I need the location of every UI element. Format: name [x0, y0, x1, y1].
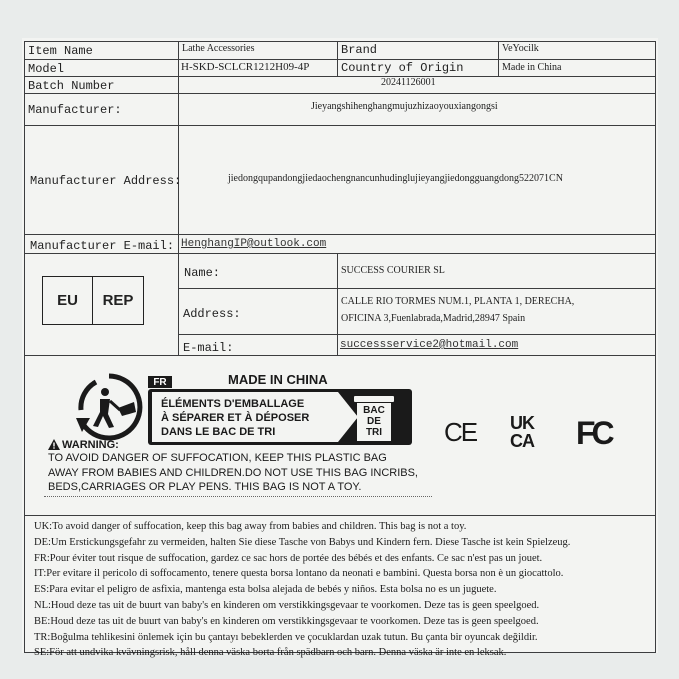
- mfr-address-value: jiedongqupandongjiedaochengnancunhudinglujieyangjiedongguangdong522071CN: [228, 173, 563, 184]
- country-value: Made in China: [502, 62, 562, 73]
- rep-name-value: SUCCESS COURIER SL: [341, 265, 445, 276]
- multilingual-warnings: [34, 519, 570, 661]
- rep-address-line1: CALLE RIO TORMES NUM.1, PLANTA 1, DERECHA,: [341, 296, 575, 307]
- warning-divider: [44, 496, 432, 497]
- batch-value: 20241126001: [381, 77, 436, 88]
- batch-label: Batch Number: [28, 79, 115, 93]
- fr-line-2: À SÉPARER ET À DÉPOSER: [161, 412, 310, 424]
- brand-value: VeYocilk: [502, 43, 539, 54]
- model-value: H-SKD-SCLCR1212H09-4P: [181, 61, 310, 73]
- warning-it: IT:Per evitare il pericolo di soffocamento, tenere questa borsa lontano da neonati e bambini. Questa borsa non è un giocattolo.: [34, 568, 564, 580]
- mfr-email-link[interactable]: HenghangIP@outlook.com: [181, 238, 327, 250]
- mfr-email-label: Manufacturer E-mail:: [30, 239, 175, 253]
- brand-label: Brand: [341, 43, 378, 57]
- mfr-address-label: Manufacturer Address:: [30, 174, 182, 188]
- fr-badge: FR: [148, 376, 172, 388]
- warning-uk: UK:To avoid danger of suffocation, keep this bag away from babies and children. This bag is not a toy.: [34, 521, 467, 532]
- ce-mark: CE: [444, 417, 477, 447]
- warning-se: SE:För att undvika kvävningsrisk, håll denna väska borta från spädbarn och barn. Denna väska är inte en leksak.: [34, 647, 507, 659]
- warning-es: ES:Para evitar el peligro de asfixia, mantenga esta bolsa alejada de bebés y niños. Esta bolsa no es un juguete.: [34, 584, 497, 596]
- rep-email-label: E-mail:: [183, 341, 234, 355]
- manufacturer-label: Manufacturer:: [28, 103, 122, 117]
- eu-rep-box-eu: [42, 276, 93, 325]
- ukca-mark-line-2: CA: [510, 431, 534, 451]
- eu-text: EU: [57, 292, 78, 309]
- fcc-mark: FC: [576, 415, 611, 451]
- model-label: Model: [28, 62, 65, 76]
- made-in-china-caption: MADE IN CHINA: [228, 372, 328, 387]
- fr-line-1: ÉLÉMENTS D'EMBALLAGE: [161, 398, 305, 410]
- country-label: Country of Origin: [341, 61, 464, 75]
- manufacturer-value: Jieyangshihenghangmujuzhizaoyouxiangongsi: [311, 101, 498, 112]
- fr-line-3: DANS LE BAC DE TRI: [161, 426, 276, 438]
- rep-address-line2: OFICINA 3,Fuenlabrada,Madrid,28947 Spain: [341, 313, 526, 324]
- item-name-value: Lathe Accessories: [182, 43, 255, 54]
- warning-line-2: AWAY FROM BABIES AND CHILDREN.DO NOT USE THIS BAG INCRIBS,: [48, 467, 418, 479]
- ukca-mark-line-1: UK: [510, 413, 534, 433]
- rep-name-label: Name:: [184, 266, 221, 280]
- warning-title: WARNING:: [62, 439, 119, 451]
- bin-line-2: DE: [367, 416, 381, 427]
- eu-rep-box-rep: [92, 276, 144, 325]
- recycle-triman-icon: [74, 372, 144, 442]
- rep-email-link[interactable]: successservice2@hotmail.com: [340, 339, 519, 351]
- warning-be: BE:Houd deze tas uit de buurt van baby's en kinderen om verstikkingsgevaar te voorkomen. Deze tas is geen speelgoed.: [34, 615, 539, 627]
- rep-text: REP: [102, 292, 134, 309]
- bin-lid: [354, 396, 394, 402]
- warning-line-3: BEDS,CARRIAGES OR PLAY PENS. THIS BAG IS NOT A TOY.: [48, 481, 362, 493]
- bin-line-3: TRI: [365, 427, 383, 438]
- warning-triangle-icon: [48, 439, 60, 450]
- warning-fr: FR:Pour éviter tout risque de suffocation, gardez ce sac hors de portée des bébés et des enfants. Ce sac n'est pas un jouet.: [34, 552, 543, 564]
- warning-de: DE:Um Erstickungsgefahr zu vermeiden, halten Sie diese Tasche von Babys und Kindern fern. Diese Tasche ist kein Spielzeug.: [34, 536, 571, 548]
- rep-address-label: Address:: [183, 307, 241, 321]
- warning-line-1: TO AVOID DANGER OF SUFFOCATION, KEEP THIS PLASTIC BAG: [48, 452, 387, 464]
- bin-line-1: BAC: [363, 405, 385, 416]
- item-name-label: Item Name: [28, 44, 93, 58]
- warning-tr: TR:Boğulma tehlikesini önlemek için bu çantayı bebeklerden ve çocuklardan uzak tutun. Bu çanta bir oyuncak değildir.: [34, 631, 538, 643]
- warning-nl: NL:Houd deze tas uit de buurt van baby's en kinderen om verstikkingsgevaar te voorkomen. Deze tas is geen speelgoed.: [34, 599, 540, 611]
